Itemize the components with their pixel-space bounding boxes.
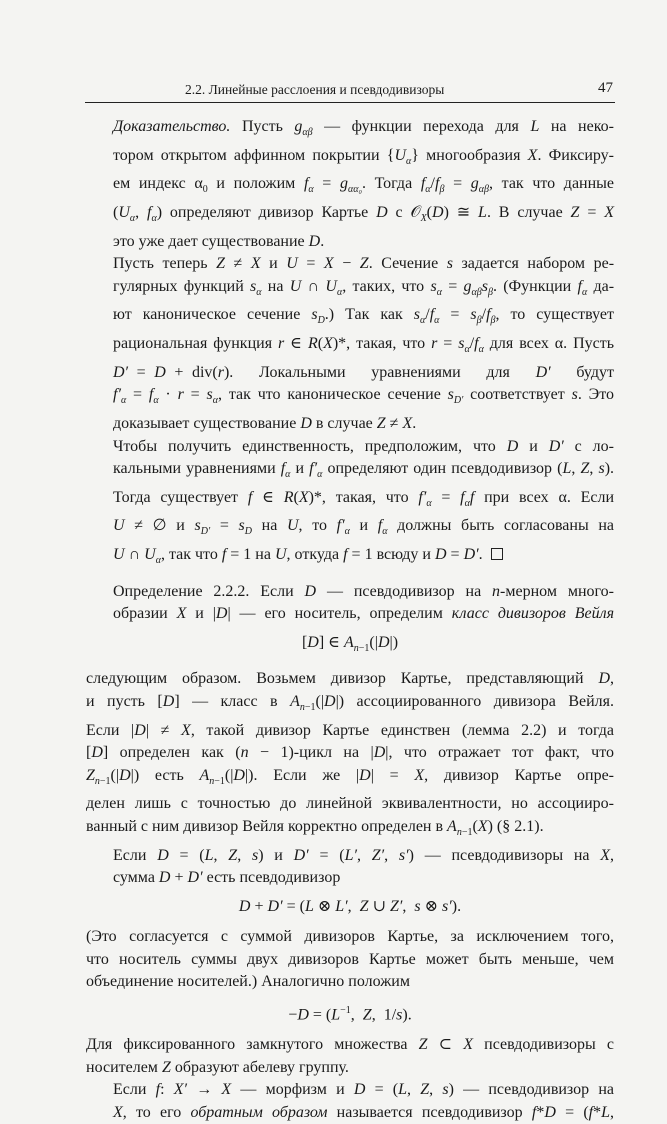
text-line: кальными уравнениями $f_\alpha$ и $f'_\alpha$ определяют один псевдодивизор (L, Z, s). (113, 460, 615, 481)
text-line: ем индекс $\alpha_0$ и положим $f_\alpha = g_{\alpha\alpha_0}$. Тогда $f_\alpha/f_\beta = g_{\alpha\beta}$, так что данные (113, 175, 615, 196)
text-line: Если |D| ≠ X, такой дивизор Картье единствен (лемма 2.2) и тогда (86, 721, 615, 739)
text-line: (Это согласуется с суммой дивизоров Картье, за исключением того, (86, 928, 614, 945)
text-line: ($U_\alpha$, $f_\alpha$) определяют дивизор Картье D с 𝒪$_X$(D) ≅ L. В случае Z = X (113, 204, 614, 225)
text-line: U ∩ $U_\alpha$, так что f = 1 на U, откуда f = 1 всюду и D = D′. (86, 544, 614, 573)
text-line: образии X и |D| — его носитель, определим класс дивизоров Вейля (113, 605, 615, 623)
text-line: X, то его обратным образом называется псевдодивизор f*D = (f*L, (113, 1103, 615, 1121)
text-line: Если f: X′ → X — морфизм и D = (L, Z, s) — псевдодивизор на (113, 1081, 615, 1099)
text-line: U ≠ ∅ и $s_{D'} = s_D$ на U, то $f'_\alpha$ и $f_\alpha$ должны быть согласованы на (113, 517, 615, 538)
text-line: что носитель суммы двух дивизоров Картье может быть меньше, чем (86, 950, 614, 968)
text-line: и пусть [D] — класс в $A_{n-1}(|D|)$ ассоциированного дивизора Вейля. (86, 692, 615, 714)
text-line: Если D = (L, Z, s) и D′ = (L′, Z′, s′) — псевдодивизоры на X, (113, 846, 615, 864)
page-number: 47 (598, 80, 613, 96)
text-line: следующим образом. Возьмем дивизор Картье, представляющий D, (86, 670, 614, 688)
text-line: Тогда существует f ∈ R(X)*, такая, что $f'_\alpha = f_\alpha f$ при всех α. Если (113, 488, 615, 509)
text-line: это уже дает существование D. (113, 232, 325, 250)
text-line: делен лишь с точностью до линейной эквивалентности, но ассоцииро- (86, 795, 614, 813)
header-title: 2.2. Линейные расслоения и псевдодивизоры (185, 82, 445, 97)
body-paragraph (86, 1034, 614, 1079)
formula-sum: D + D′ = (L ⊗ L′, Z ∪ Z′, s ⊗ s′). (238, 897, 462, 915)
text-line: ванный с ним дивизор Вейля корректно определен в $A_{n-1}(X)$ (§ 2.1). (86, 817, 544, 838)
text-line: доказывает существование D в случае Z ≠ X. (113, 415, 417, 432)
running-header (85, 80, 615, 103)
formula-negation: $-D = (L^{-1}$, Z, 1/s). (288, 1004, 412, 1023)
text-line: Доказательство. Пусть $g_{\alpha\beta}$ — функции перехода для L на неко- (113, 118, 614, 139)
text-line: Чтобы получить единственность, предположим, что D и D′ с ло- (113, 437, 614, 455)
definition-paragraph (86, 581, 614, 626)
formula-weil-class: [D] ∈ $A_{n-1}(|D|)$ (301, 633, 399, 654)
text-line: $Z_{n-1}(|D|)$ есть $A_{n-1}(|D|)$. Если же |D| = X, дивизор Картье опре- (86, 766, 614, 787)
text-line: [D] определен как (n − 1)-цикл на |D|, что отражает тот факт, что (86, 744, 614, 762)
text-line: D′ = D + div(r). Локальными уравнениями для D′ будут (113, 363, 615, 381)
text-line: тором открытом аффинном покрытии $\{U_\alpha\}$ многообразия X. Фиксиру- (113, 146, 615, 167)
text-line: Определение 2.2.2. Если D — псевдодивизор на n-мерном много- (113, 582, 614, 600)
body-paragraph (86, 926, 614, 994)
text-line: сумма D + D′ есть псевдодивизор (113, 869, 341, 886)
qed-symbol (491, 548, 503, 560)
body-paragraph (86, 1079, 614, 1124)
body-paragraph (86, 436, 614, 573)
text-line: носителем Z образуют абелеву группу. (86, 1058, 349, 1076)
proof-paragraph (86, 116, 614, 253)
text-line: Для фиксированного замкнутого множества Z ⊂ X псевдодивизоры с (86, 1036, 614, 1054)
text-line: объединение носителей.) Аналогично положим (86, 973, 410, 990)
text-line: рациональная функция r ∈ R(X)*, такая, что $r = s_\alpha/f_\alpha$ для всех α. Пусть (113, 335, 615, 356)
text-line: Пусть теперь Z ≠ X и U = X − Z. Сечение s задается набором ре- (113, 255, 615, 273)
body-paragraph (86, 668, 614, 844)
text-line: ют каноническое сечение $s_D$.) Так как $s_\alpha/f_\alpha = s_\beta/f_\beta$, то существует (113, 306, 614, 327)
body-paragraph (86, 845, 614, 890)
text-line: $f'_\alpha = f_\alpha \cdot r = s_\alpha$, так что каноническое сечение $s_{D'}$ соответствует s. Это (113, 386, 615, 407)
page-body (86, 116, 614, 1124)
text-line: гулярных функций $s_\alpha$ на U ∩ $U_\alpha$, таких, что $s_\alpha = g_{\alpha\beta}s_\beta$. (Функции $f_\alpha$ да- (113, 277, 615, 298)
body-paragraph (86, 253, 614, 435)
